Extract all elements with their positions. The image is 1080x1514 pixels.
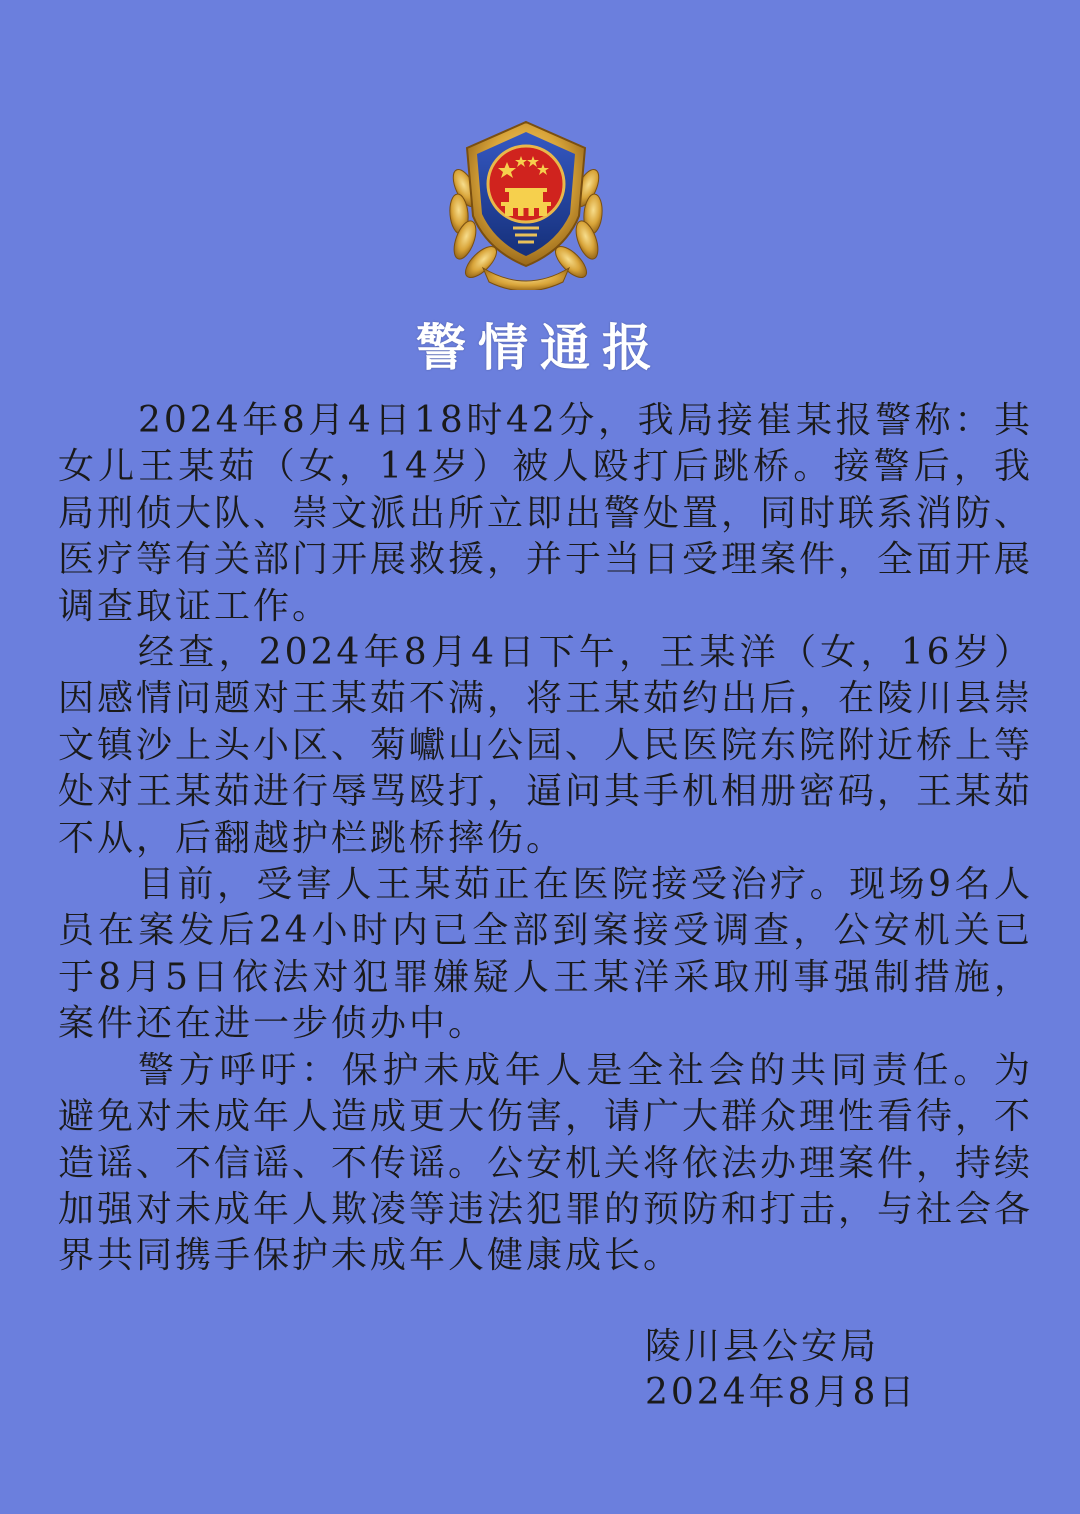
- page-title: 警情通报: [416, 319, 664, 377]
- paragraph-incident-report: 2024年8月4日18时42分，我局接崔某报警称：其女儿王某茹（女，14岁）被人殴打后跳桥。接警后，我局刑侦大队、崇文派出所立即出警处置，同时联系消防、医疗等有关部门开展救援，并于当日受理案件，全面开展调查取证工作。: [58, 400, 1034, 627]
- paragraph-police-appeal: 警方呼吁：保护未成年人是全社会的共同责任。为避免对未成年人造成更大伤害，请广大群众理性看待，不造谣、不信谣、不传谣。公安机关将依法办理案件，持续加强对未成年人欺凌等违法犯罪的预防和打击，与社会各界共同携手保护未成年人健康成长。: [58, 1049, 1034, 1277]
- notice-body: [58, 398, 1033, 1280]
- signature-organization: 陵川县公安局: [645, 1326, 880, 1367]
- signature-block: [645, 1324, 965, 1416]
- signature-date: 2024年8月8日: [645, 1372, 918, 1413]
- paragraph-current-status: 目前，受害人王某茹正在医院接受治疗。现场9名人员在案发后24小时内已全部到案接受调查，公安机关已于8月5日依法对犯罪嫌疑人王某洋采取刑事强制措施，案件还在进一步侦办中。: [58, 864, 1033, 1045]
- police-emblem-icon: [443, 118, 609, 290]
- paragraph-investigation: 经查，2024年8月4日下午，王某洋（女，16岁）因感情问题对王某茹不满，将王某茹约出后，在陵川县崇文镇沙上头小区、菊巘山公园、人民医院东院附近桥上等处对王某茹进行辱骂殴打，逼问其手机相册密码，王某茹不从，后翻越护栏跳桥摔伤。: [58, 632, 1034, 859]
